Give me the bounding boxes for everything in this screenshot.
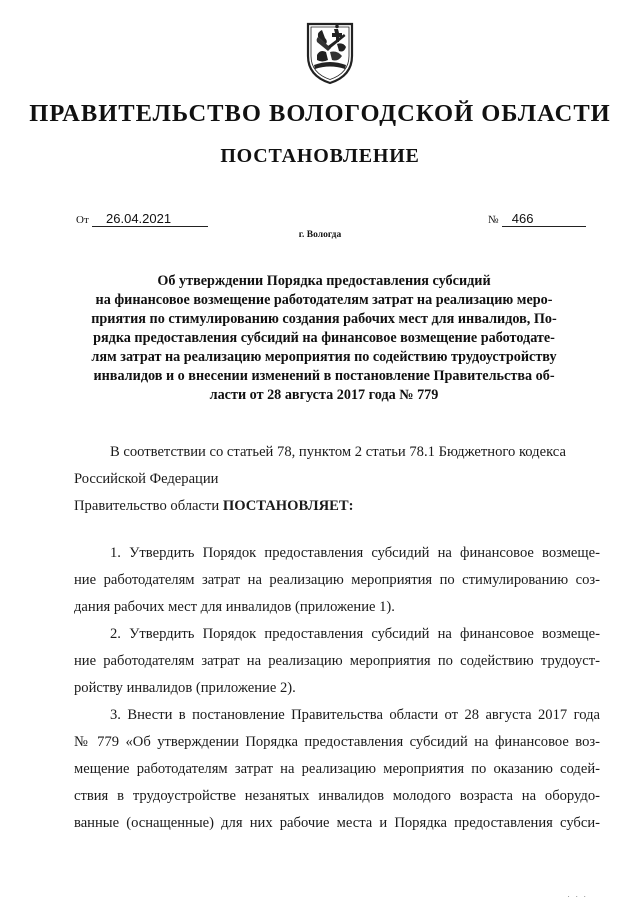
- document-number: 466: [502, 211, 586, 227]
- number-label: №: [488, 214, 499, 226]
- subject-line: рядка предоставления субсидий на финансовое возмещение работодате-: [93, 330, 555, 346]
- item-2-line: 2. Утвердить Порядок предоставления субсидий на финансовое возмеще-: [110, 626, 600, 642]
- item-1-line: 1. Утвердить Порядок предоставления субсидий на финансовое возмеще-: [110, 545, 600, 561]
- item-3-line: № 779 «Об утверждении Порядка предоставления субсидий на финансовое воз-: [74, 734, 600, 750]
- resolution-line: [74, 493, 600, 520]
- resolution-prefix: Правительство области: [74, 498, 220, 514]
- subject-line: лям затрат на реализацию мероприятия по содействию трудоустройству: [91, 349, 557, 365]
- date-label: От: [76, 214, 89, 226]
- document-date: 26.04.2021: [92, 211, 208, 227]
- subject-line: на финансовое возмещение работодателям затрат на реализацию меро-: [95, 292, 553, 308]
- document-number-row: [488, 211, 586, 227]
- coat-of-arms-icon: [304, 20, 356, 86]
- item-3-line: ствия в трудоустройстве незанятых инвалидов молодого возраста на оборудо-: [74, 788, 600, 804]
- document-type: ПОСТАНОВЛЕНИЕ: [220, 145, 420, 167]
- item-2-line: ройству инвалидов (приложение 2).: [74, 680, 296, 696]
- government-title: ПРАВИТЕЛЬСТВО ВОЛОГОДСКОЙ ОБЛАСТИ: [29, 100, 611, 127]
- item-1-line: дания рабочих мест для инвалидов (приложение 1).: [74, 599, 395, 615]
- subject-line: Об утверждении Порядка предоставления субсидий: [157, 273, 491, 289]
- subject-line: инвалидов и о внесении изменений в постановление Правительства об-: [93, 368, 555, 384]
- document-subject: [60, 272, 588, 405]
- subject-line: ласти от 28 августа 2017 года № 779: [209, 387, 439, 403]
- item-3-line: 3. Внести в постановление Правительства области от 28 августа 2017 года: [110, 707, 600, 723]
- item-1-line: ние работодателям затрат на реализацию мероприятия по стимулированию соз-: [74, 572, 600, 588]
- city-name: г. Вологда: [298, 230, 342, 240]
- basis-line: Российской Федерации: [74, 471, 219, 487]
- subject-line: приятия по стимулированию создания рабочих мест для инвалидов, По-: [91, 311, 557, 327]
- document-date-row: [76, 211, 208, 227]
- page-mark: · · ·: [567, 893, 588, 901]
- item-3-line: мещение работодателям затрат на реализацию мероприятия по оказанию содей-: [74, 761, 600, 777]
- item-2-line: ние работодателям затрат на реализацию мероприятия по содействию трудоуст-: [74, 653, 600, 669]
- legal-basis-paragraph: [74, 439, 600, 520]
- resolution-keyword: ПОСТАНОВЛЯЕТ:: [222, 498, 354, 514]
- item-3-line: ванные (оснащенные) для них рабочие места и Порядка предоставления субси-: [74, 815, 600, 831]
- resolution-items: [74, 540, 600, 837]
- basis-line: В соответствии со статьей 78, пунктом 2 статьи 78.1 Бюджетного кодекса: [110, 444, 566, 460]
